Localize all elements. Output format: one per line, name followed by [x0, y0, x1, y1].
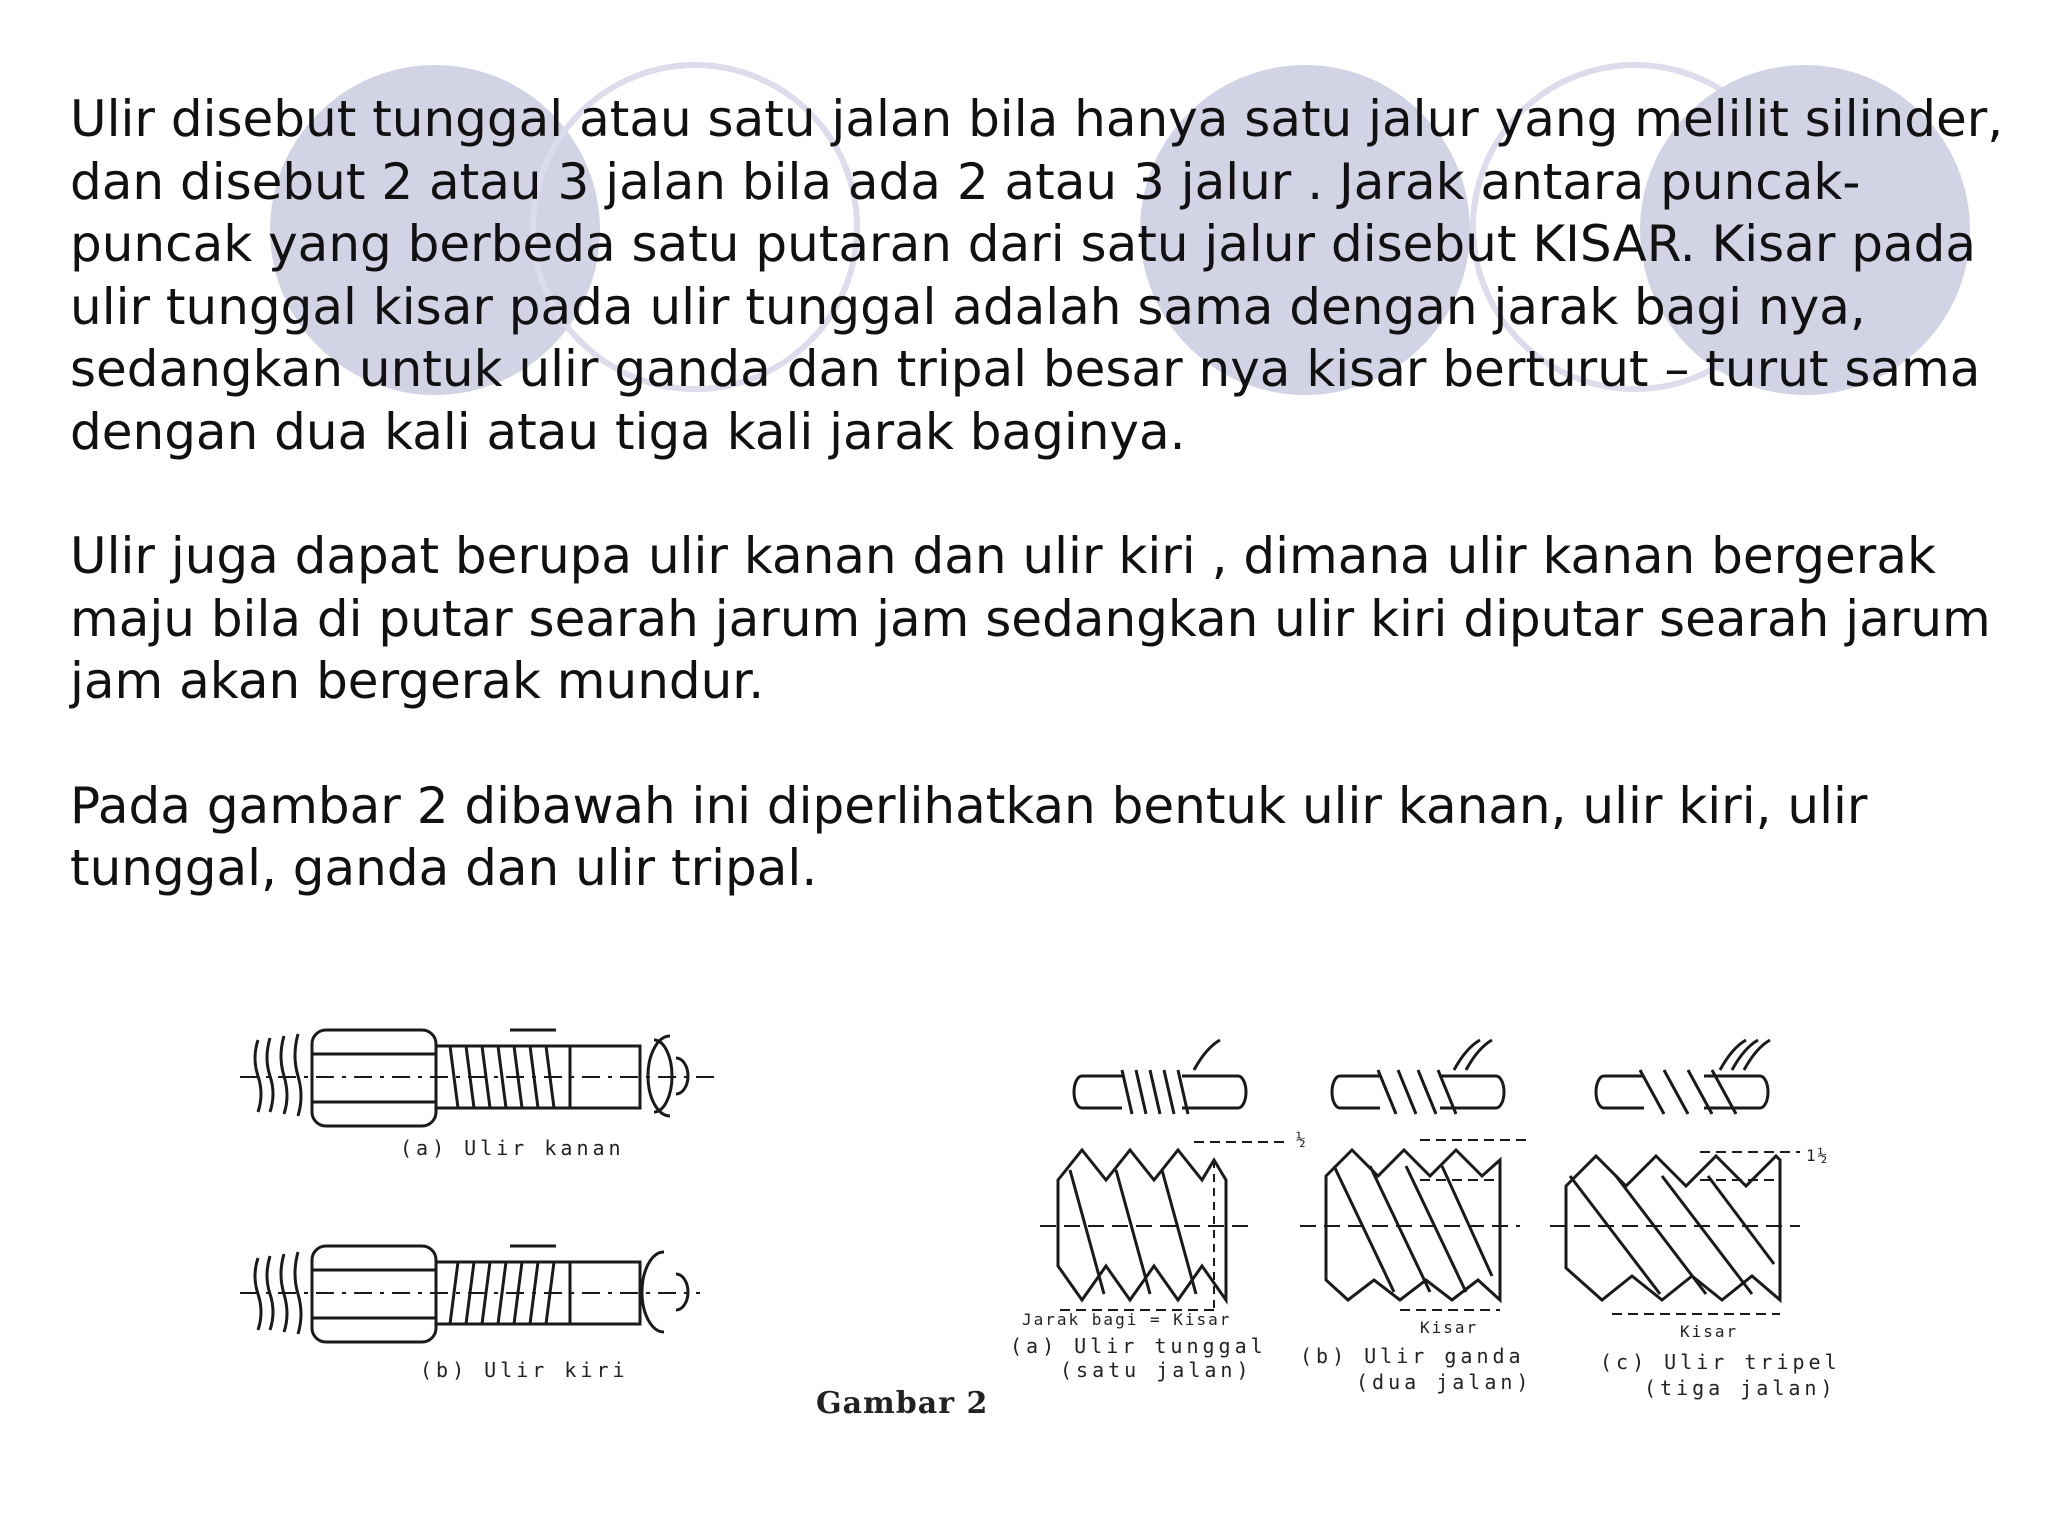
- caption-ulir-ganda: (b) Ulir ganda: [1300, 1344, 1525, 1368]
- caption-ulir-tripel: (c) Ulir tripel: [1600, 1350, 1841, 1374]
- label-one-and-half-pitch: 1½: [1806, 1146, 1830, 1165]
- label-half-pitch: ½: [1296, 1130, 1308, 1149]
- caption-tiga-jalan: (tiga jalan): [1644, 1376, 1837, 1400]
- text-line: jam akan bergerak mundur.: [70, 652, 765, 710]
- caption-ulir-kiri: (b) Ulir kiri: [420, 1358, 629, 1382]
- text-line: maju bila di putar searah jarum jam sedangkan ulir kiri diputar searah jarum: [70, 589, 1991, 648]
- figure-title: Gambar 2: [816, 1386, 989, 1421]
- text-line: ulir tunggal kisar pada ulir tunggal adalah sama dengan jarak bagi nya,: [70, 277, 1866, 336]
- single-thread-drawing: [1040, 1040, 1290, 1310]
- text-line: sedangkan untuk ulir ganda dan tripal besar nya kisar berturut – turut sama: [70, 340, 1981, 398]
- text-line: Pada gambar 2 dibawah ini diperlihatkan bentuk ulir kanan, ulir kiri, ulir: [70, 776, 1868, 835]
- bolt-right-hand-drawing: [240, 1030, 720, 1126]
- text-line: Ulir disebut tunggal atau satu jalan bila hanya satu jalur yang melilit silinder,: [70, 90, 2004, 148]
- text-line: puncak yang berbeda satu putaran dari satu jalur disebut KISAR. Kisar pada: [70, 215, 1977, 273]
- caption-dua-jalan: (dua jalan): [1356, 1370, 1533, 1394]
- triple-thread-drawing: [1550, 1040, 1800, 1314]
- text-line: dan disebut 2 atau 3 jalan bila ada 2 atau 3 jalur . Jarak antara puncak-: [70, 152, 1861, 211]
- caption-ulir-tunggal: (a) Ulir tunggal: [1010, 1334, 1267, 1358]
- text-line: tunggal, ganda dan ulir tripal.: [70, 839, 818, 897]
- caption-kisar-b: Kisar: [1420, 1318, 1479, 1337]
- bolt-left-hand-drawing: [240, 1246, 700, 1342]
- caption-kisar-c: Kisar: [1680, 1322, 1739, 1341]
- double-thread-drawing: [1300, 1040, 1530, 1310]
- caption-ulir-kanan: (a) Ulir kanan: [400, 1136, 625, 1160]
- caption-jarak-bagi: Jarak bagi = Kisar: [1022, 1310, 1232, 1329]
- text-line: dengan dua kali atau tiga kali jarak baginya.: [70, 402, 1186, 461]
- text-line: Ulir juga dapat berupa ulir kanan dan ulir kiri , dimana ulir kanan bergerak: [70, 527, 1936, 585]
- caption-satu-jalan: (satu jalan): [1060, 1358, 1253, 1382]
